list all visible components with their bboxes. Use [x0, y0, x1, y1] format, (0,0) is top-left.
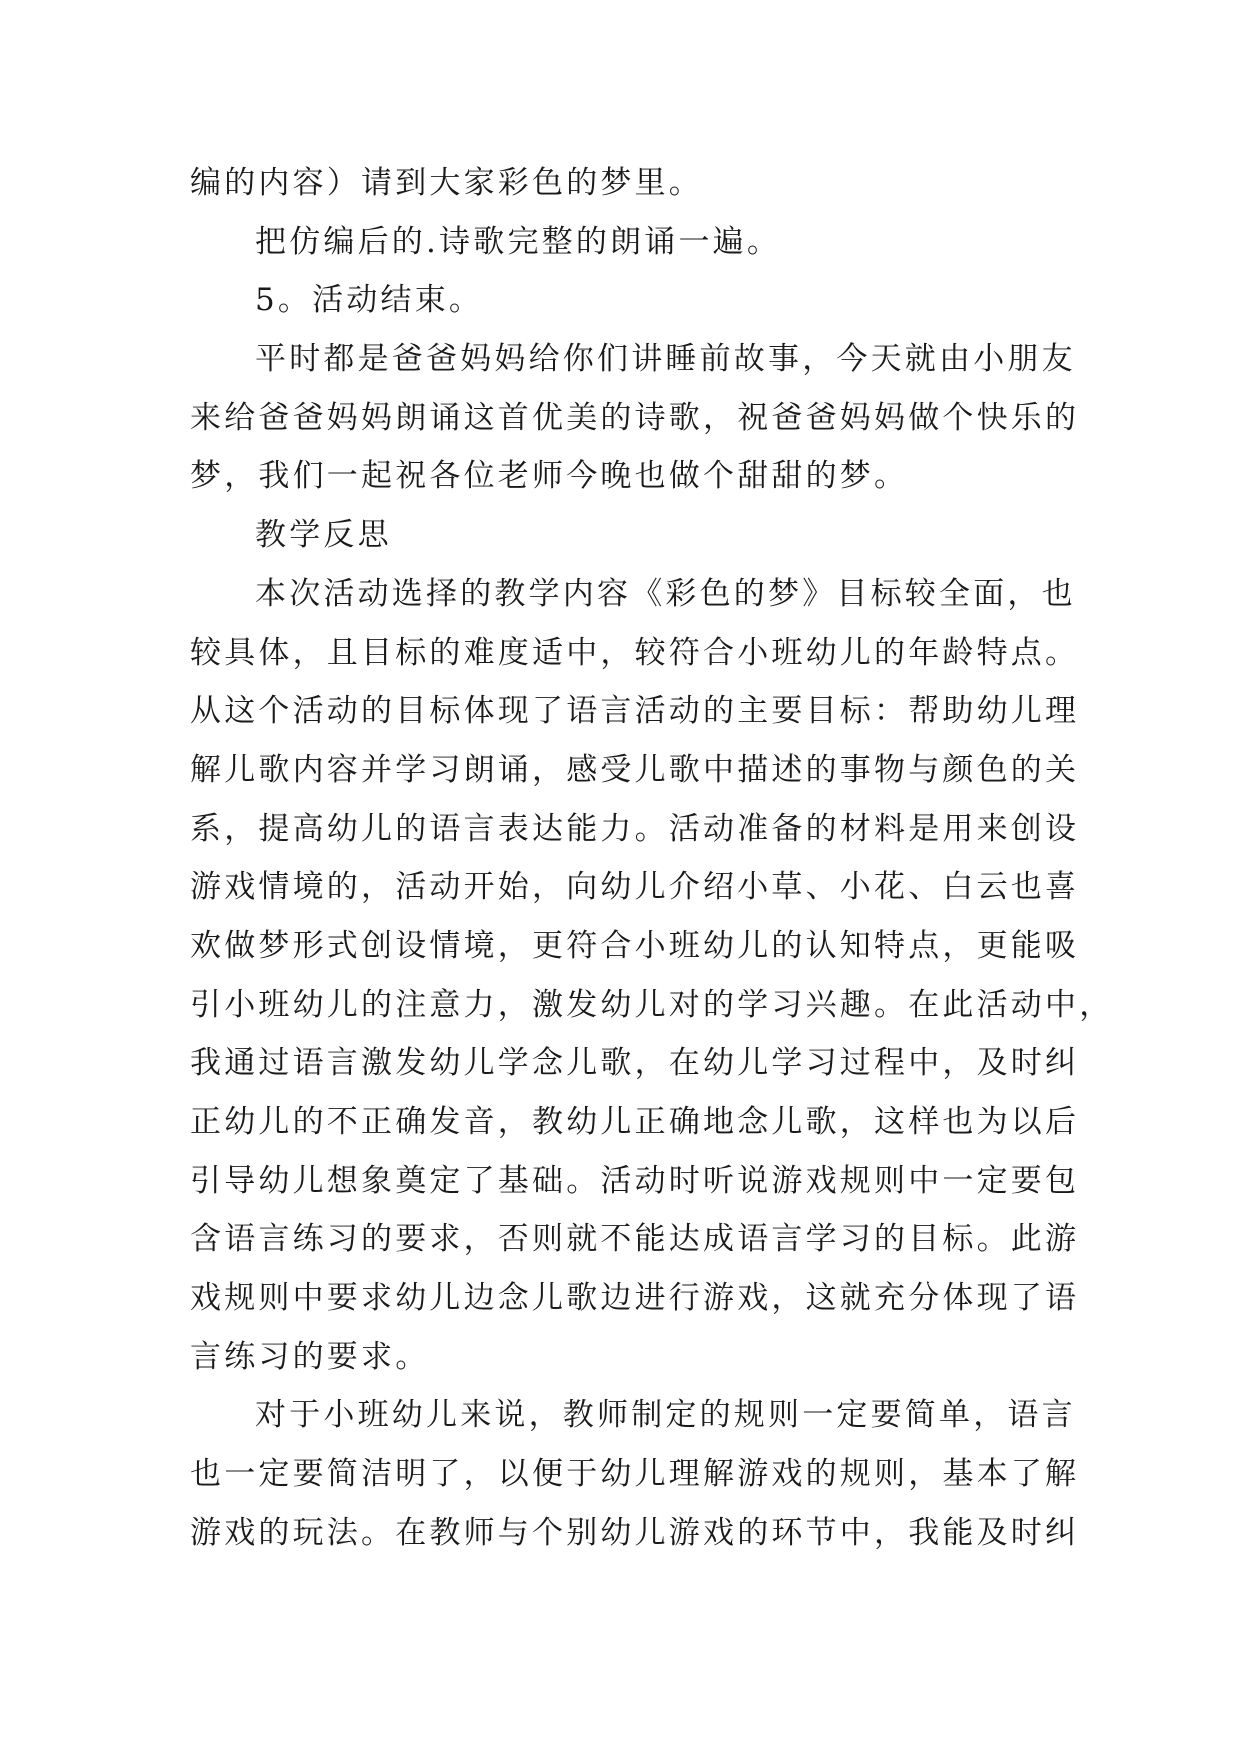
text-line: 从这个活动的目标体现了语言活动的主要目标：帮助幼儿理	[190, 693, 1080, 730]
text-line: 平时都是爸爸妈妈给你们讲睡前故事，今天就由小朋友	[255, 341, 1076, 378]
text-line: 戏规则中要求幼儿边念儿歌边进行游戏，这就充分体现了语	[190, 1280, 1080, 1317]
text-line: 我通过语言激发幼儿学念儿歌，在幼儿学习过程中，及时纠	[190, 1045, 1080, 1082]
document-body	[190, 154, 1114, 1563]
section-step-heading: 5。活动结束。	[255, 282, 484, 319]
text-line: 梦，我们一起祝各位老师今晚也做个甜甜的梦。	[190, 458, 909, 495]
section-heading: 教学反思	[255, 517, 392, 554]
text-line: 较具体，且目标的难度适中，较符合小班幼儿的年龄特点。	[190, 634, 1080, 671]
text-line: 欢做梦形式创设情境，更符合小班幼儿的认知特点，更能吸	[190, 927, 1080, 964]
text-line: 编的内容）请到大家彩色的梦里。	[190, 165, 703, 201]
text-line: 引导幼儿想象奠定了基础。活动时听说游戏规则中一定要包	[190, 1162, 1080, 1199]
text-line: 游戏情境的，活动开始，向幼儿介绍小草、小花、白云也喜	[190, 869, 1080, 906]
text-line: 来给爸爸妈妈朗诵这首优美的诗歌，祝爸爸妈妈做个快乐的	[190, 399, 1080, 436]
text-line: 对于小班幼儿来说，教师制定的规则一定要简单，语言	[255, 1397, 1076, 1434]
text-line: 引小班幼儿的注意力，激发幼儿对的学习兴趣。在此活动中，	[190, 986, 1114, 1023]
text-line: 也一定要简洁明了，以便于幼儿理解游戏的规则，基本了解	[190, 1456, 1080, 1493]
text-line: 言练习的要求。	[190, 1338, 430, 1375]
text-line: 本次活动选择的教学内容《彩色的梦》目标较全面，也	[255, 575, 1076, 612]
text-line: 把仿编后的.诗歌完整的朗诵一遍。	[255, 223, 782, 260]
text-line: 含语言练习的要求，否则就不能达成语言学习的目标。此游	[190, 1221, 1080, 1258]
text-line: 系，提高幼儿的语言表达能力。活动准备的材料是用来创设	[190, 810, 1080, 847]
text-line: 解儿歌内容并学习朗诵，感受儿歌中描述的事物与颜色的关	[190, 751, 1080, 788]
text-line: 正幼儿的不正确发音，教幼儿正确地念儿歌，这样也为以后	[190, 1104, 1080, 1140]
text-line: 游戏的玩法。在教师与个别幼儿游戏的环节中，我能及时纠	[190, 1514, 1080, 1551]
